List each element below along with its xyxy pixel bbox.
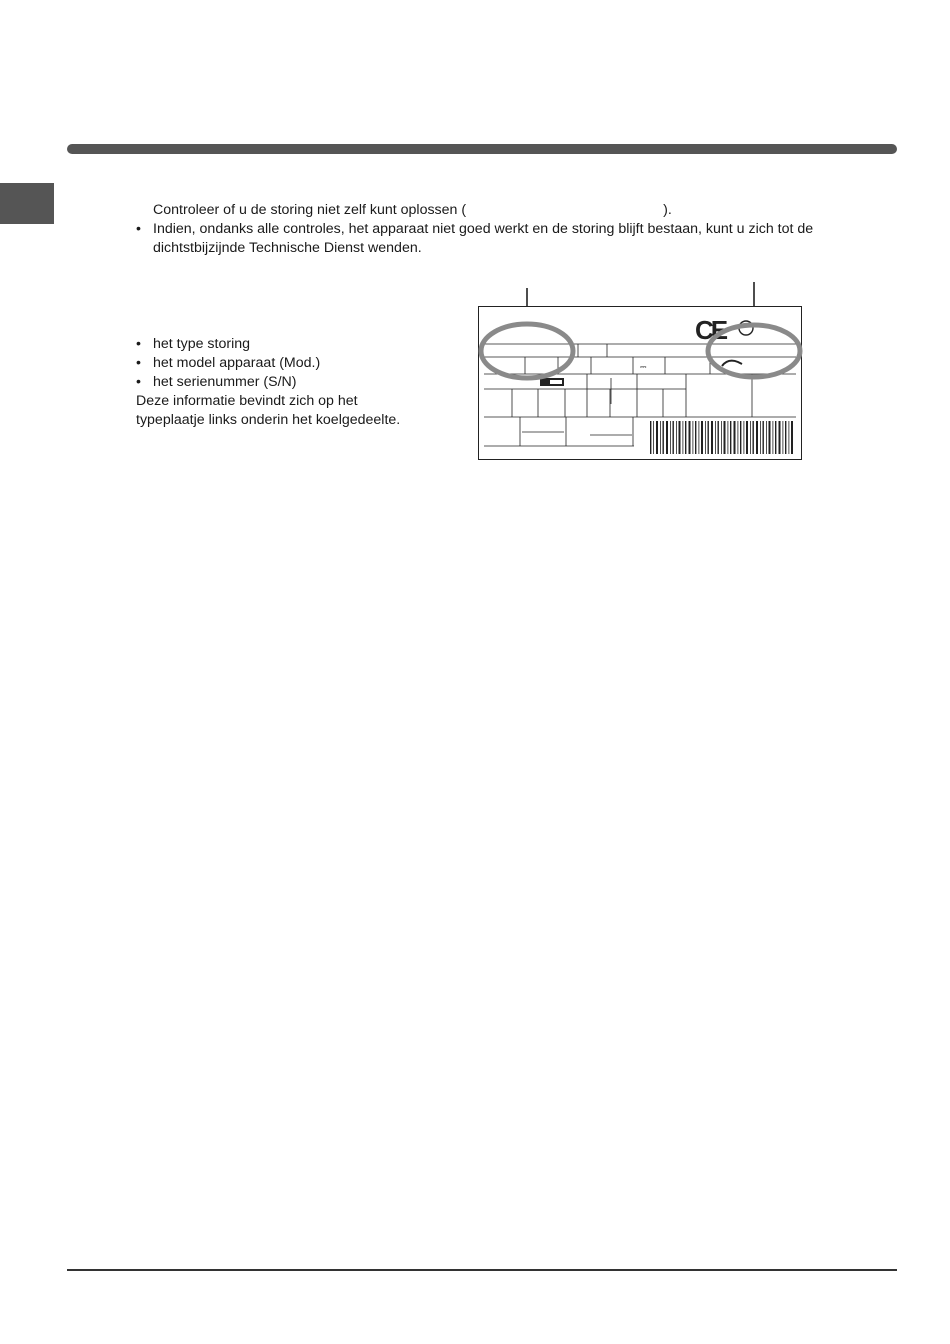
plate-note-line-2: typeplaatje links onderin het koelgedeelte. <box>136 412 401 428</box>
footer-rule <box>67 1269 897 1271</box>
header-rule <box>67 144 897 154</box>
plate-note-line-1: Deze informatie bevindt zich op het <box>136 393 358 409</box>
service-line-1: Indien, ondanks alle controles, het apparaat niet goed werkt en de storing blijft bestaan, kunt u zich tot de <box>153 221 814 237</box>
ce-mark: CE <box>695 315 726 345</box>
check-line-prefix: Controleer of u de storing niet zelf kunt oplossen ( <box>153 202 467 218</box>
rating-plate-illustration <box>470 280 810 470</box>
check-line <box>153 201 672 220</box>
power-symbol-icon: ⎓ <box>640 362 647 371</box>
service-bullet <box>153 220 813 239</box>
check-line-suffix: ). <box>663 202 672 218</box>
list-item-fault-type: • het type storing <box>153 335 250 354</box>
service-line-2: dichtstbijzijnde Technische Dienst wenden. <box>153 240 422 256</box>
language-tab <box>0 183 54 224</box>
star-rating-marker-inner <box>550 380 562 384</box>
list-item-serial: • het serienummer (S/N) <box>153 373 297 392</box>
list-item-model: • het model apparaat (Mod.) <box>153 354 320 373</box>
